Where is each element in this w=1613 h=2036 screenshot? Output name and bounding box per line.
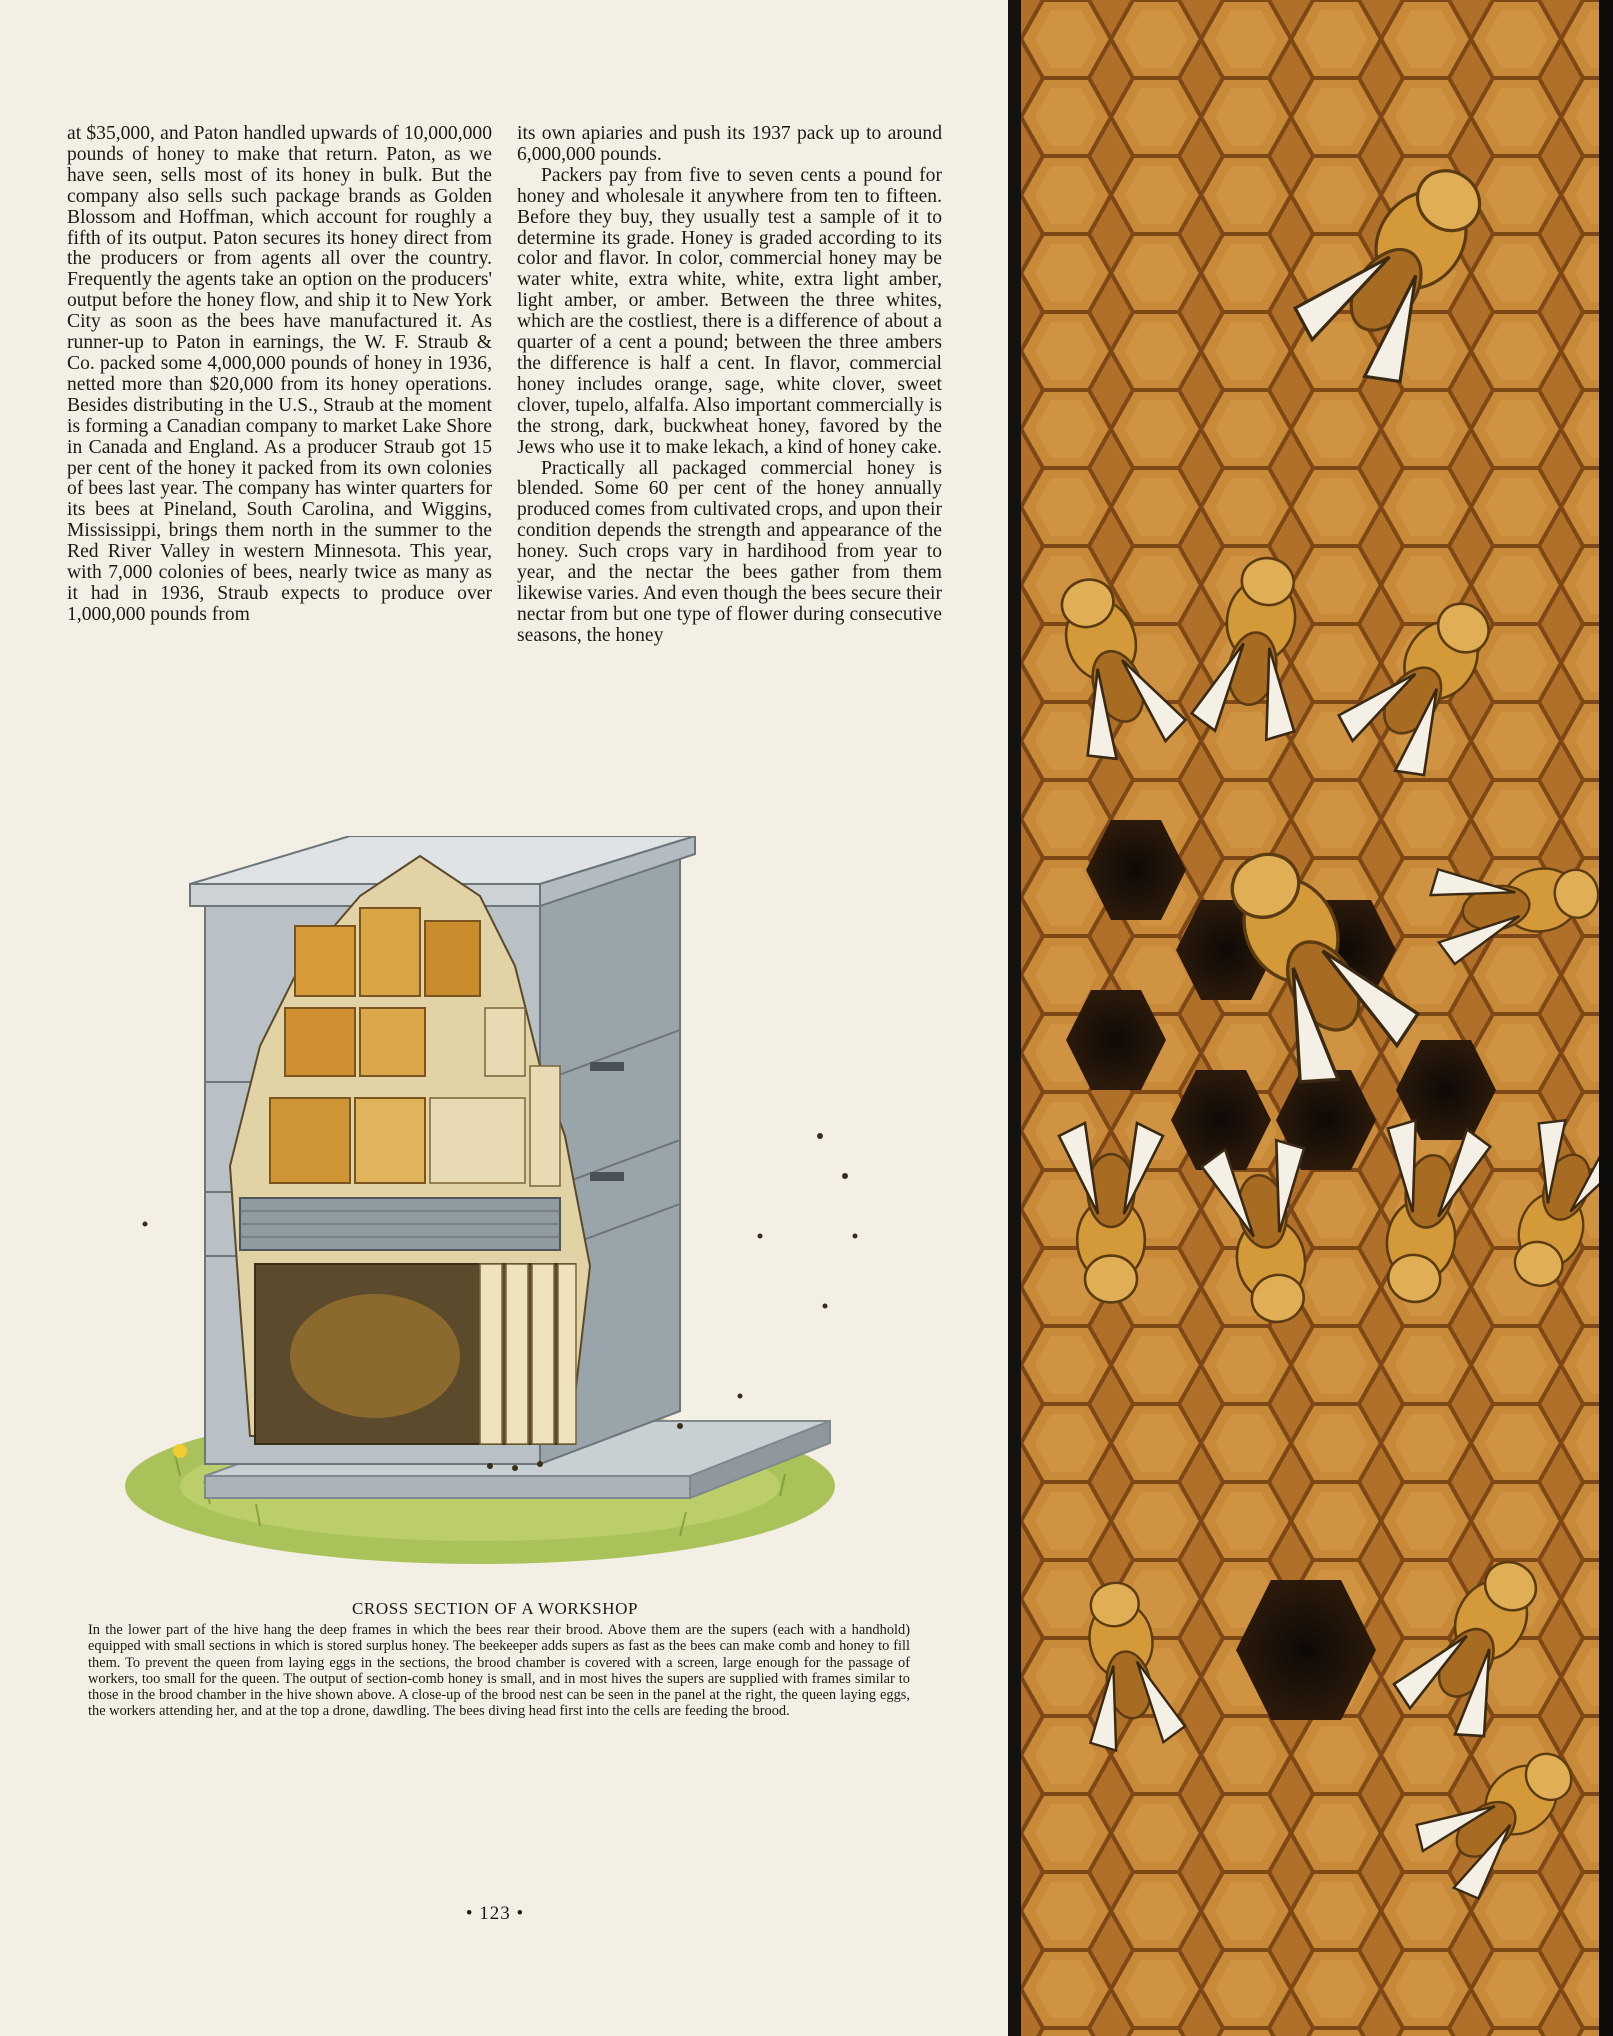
caption-text: In the lower part of the hive hang the deep frames in which the bees rear their brood. Above them are the supers (each with a handhold) equipped with small sections in which is stored surplus honey. The beekeeper adds supers as fast as the bees can make comb and honey to fill them. To prevent the queen from laying eggs in the sections, the brood chamber is covered with a screen, large enough for the passage of workers, too small for the queen. The output of section-comb honey is small, and in most hives the supers are supplied with frames similar to those in the brood chamber in the hive shown above. A close-up of the brood nest can be seen in the panel at the right, the queen laying eggs, the workers attending her, and at the top a drone, dawdling. The bees diving head first into the cells are feeding the brood. [88,1622,910,1720]
article-column-left [67,124,492,626]
panel-edge [1599,0,1613,2036]
article-paragraph: its own apiaries and push its 1937 pack up to around 6,000,000 pounds. [517,123,942,165]
caption-body [88,1622,910,1720]
article-column-right [517,124,942,647]
brood-nest-illustration [1021,0,1613,2036]
article-paragraph: at $35,000, and Paton handled upwards of 10,000,000 pounds of honey to make that return. Paton, as we have seen, sells most of its honey in bulk. But the company also sells such package brands as Golden Blossom and Hoffman, which account for roughly a fifth of its output. Paton secures its honey direct from the producers or from agents all over the country. Frequently the agents take an option on the producers' output before the honey flow, and ship it to New York City as soon as the bees have manufactured it. As runner-up to Paton in earnings, the W. F. Straub & Co. packed some 4,000,000 pounds of honey in 1936, netted more than $20,000 from its honey operations. Besides distributing in the U.S., Straub at the moment is forming a Canadian company to market Lake Shore in Canada and England. As a producer Straub got 15 per cent of the honey it packed from its own colonies of bees last year. The company has winter quarters for its bees at Pineland, South Carolina, and Wiggins, Mississippi, brings them north in the summer to the Red River Valley in western Minnesota. This year, with 7,000 colonies of bees, nearly twice as many as it had in 1936, Straub expects to produce over 1,000,000 pounds from [67,123,492,625]
beehive-illustration [120,836,890,1576]
article-paragraph: Packers pay from five to seven cents a pound for honey and wholesale it anywhere from ten to fifteen. Before they buy, they usually test a sample of it to determine its grade. Honey is graded according to its color and flavor. In color, commercial honey may be water white, extra white, white, extra light amber, light amber, or amber. Between the three whites, which are the costliest, there is a difference of about a quarter of a cent a pound; between the three ambers the difference is half a cent. In flavor, commercial honey includes orange, sage, white clover, sweet clover, tupelo, alfalfa. Also important commercially is the strong, dark, buckwheat honey, favored by the Jews who use it to make lekach, a kind of honey cake. [517,164,942,458]
honeycomb-panel [1021,0,1613,2036]
brood-comb [290,1294,460,1418]
page-number: • 123 • [465,1903,525,1924]
article-paragraph: Practically all packaged commercial honey is blended. Some 60 per cent of the honey annually produced comes from cultivated crops, and upon their condition depends the strength and appearance of the honey. Such crops vary in hardihood from year to year, and the nectar the bees gather from them likewise varies. And even though the bees secure their nectar from but one type of flower during consecutive seasons, the honey [517,457,942,646]
caption-title: CROSS SECTION OF A WORKSHOP [351,1599,639,1618]
column-divider [1008,0,1021,2036]
flower-icon [173,1444,187,1458]
